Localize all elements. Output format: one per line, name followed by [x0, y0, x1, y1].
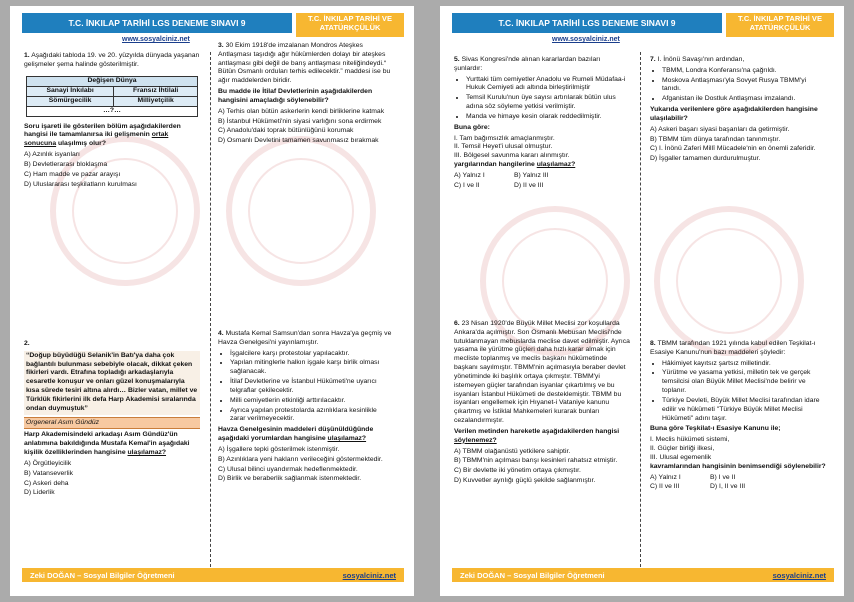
question-6: [454, 320, 630, 487]
given-label: Buna göre:: [454, 123, 490, 131]
page-footer: [22, 568, 404, 582]
decisions-list: [466, 76, 630, 122]
option-b[interactable]: B) TBMM'nin açılması barışı kesinleri rahatsız etmiştir.: [454, 457, 618, 465]
option-b[interactable]: B) TBMM tüm dünya tarafından tanınmıştır.: [650, 135, 781, 143]
option-a[interactable]: A) TBMM olağanüstü yetkilere sahiptir.: [454, 447, 571, 455]
option-d[interactable]: D) Liderlik: [24, 489, 55, 497]
column-divider: [640, 52, 641, 567]
question-number: 6.: [454, 320, 460, 327]
option-a[interactable]: A) Örgütleyicilik: [24, 459, 72, 467]
question-number: 3.: [218, 42, 224, 49]
watermark-seal: [654, 206, 804, 356]
question-8: [650, 340, 826, 493]
question-text: 23 Nisan 1920'de Büyük Millet Meclisi zor koşullarda Ankara'da açılmıştır. Son Osmanlı Mebusan Meclisi'nde tutuklanmayan mebuslarda meclise davet edilmiştir. Ayrıca yasama ile yürütme güçleri daha hızlı karar almak için mecliste toplanmış ve meclis başkanı hükümetinde başkanı sayılmıştır. TBMM'nin açılmasıyla beraber devlet yönetiminde iki başlılık ortaya çıkmıştır. TBMM'yi istemeyen güçler tarafından isyanlar çıkartılmış ve bu isyanları İstanbul Hükümeti de desteklemiştir. TBMM bu isyanları engellemek için Hıyanet-i Vataniye kanunu çıkartmış ve İstiklal Mahkemeleri kurarak bunları cezalandırmıştır.: [454, 320, 630, 425]
subject-line-1: T.C. İNKILAP TARİHİ VE: [308, 14, 392, 23]
question-3: 3. 30 Ekim 1918'de imzalanan Mondros Ateşkes Antlaşması taşıdığı ağır hükümlerden dolayı bir ateşkes antlaşması gibi değil de barış antlaşması niteliğindeydi.“ Bütün Osmanlı orduları terhis edilecektir.” maddesi ise bu ağır maddelerden biridir. Bu madde ile İtilaf Devletlerinin aşağıdakilerden hangisini amaçladığı söylenebilir? A) Terhis olan bütün askerlerin kendi birliklerine katmak B) İstanbul Hükümeti'nin siyasi varlığını sona erdirmek C) Anadolu'daki toprak bütünlüğünü korumak D) Osmanlı Devletini tamamen savunmasız bırakmak: [218, 42, 394, 147]
statement: II. Temsil Heyet'i ulusal olmuştur.: [454, 143, 553, 151]
list-item: • TBMM, Londra Konferansı'na çağrıldı.: [662, 67, 826, 76]
question-stem: Soru işareti ile gösterilen bölüm aşağıdakilerden hangisi ile tamamlanırsa iki gelişmenin ortak sonucuna ulaşılmış olur?: [24, 122, 181, 148]
option-d[interactable]: D) Osmanlı Devletini tamamen savunmasız bırakmak: [218, 137, 379, 145]
option-d[interactable]: D) Uluslararası teşkilatların kurulması: [24, 180, 137, 188]
option-c[interactable]: C) Ham madde ve pazar arayışı: [24, 170, 121, 178]
option-b[interactable]: B) Vatanseverlik: [24, 469, 73, 477]
subject-line-1: T.C. İNKILAP TARİHİ VE: [738, 14, 822, 23]
options-grid: [650, 474, 826, 494]
table-cell-missing: …?…: [27, 106, 198, 116]
footer-link[interactable]: sosyalciniz.net: [772, 570, 826, 580]
genelge-list: [230, 350, 394, 425]
statement: III. Bölgesel savunma kararı alınmıştır.: [454, 152, 570, 160]
question-1: [24, 52, 200, 190]
footer-author: Zeki DOĞAN – Sosyal Bilgiler Öğretmeni: [460, 570, 605, 580]
option-c[interactable]: C) II ve III: [650, 483, 680, 491]
option-d[interactable]: D) II ve III: [514, 181, 544, 189]
watermark-seal: [226, 136, 376, 286]
subject-line-2: ATATÜRKÇÜLÜK: [319, 23, 381, 32]
option-c[interactable]: C) I. İnönü Zaferi Millî Mücadele'nin en önemli zaferidir.: [650, 145, 816, 153]
site-link[interactable]: www.sosyalciniz.net: [122, 36, 190, 43]
list-item: • Milli cemiyetlerin etkinliği arttırılacaktır.: [230, 397, 394, 406]
table-cell: Sömürgecilik: [27, 96, 114, 106]
exam-page-left: [10, 6, 414, 596]
question-stem: Verilen metinden hareketle aşağıdakilerden hangisi söylenemez?: [454, 427, 620, 444]
question-4: [218, 330, 394, 485]
option-d[interactable]: D) Kuvvetler ayrılığı güçlü şekilde sağlanmıştır.: [454, 477, 596, 485]
question-intro: TBMM tarafından 1921 yılında kabul edilen Teşkilat-ı Esasiye Kanunu'nun bazı maddeleri şöyledir:: [650, 340, 816, 356]
footer-author: Zeki DOĞAN – Sosyal Bilgiler Öğretmeni: [30, 570, 175, 580]
statement: I. Tam bağımsızlık amaçlanmıştır.: [454, 134, 555, 142]
question-stem: Bu madde ile İtilaf Devletlerinin aşağıdakilerden hangisini amaçladığı söylenebilir?: [218, 88, 373, 104]
option-b[interactable]: B) Azınlıklara yeni hakların verileceğini göstermektedir.: [218, 455, 383, 463]
option-d[interactable]: D) İşgaller tamamen durdurulmuştur.: [650, 155, 761, 163]
table-cell: Milliyetçilik: [114, 96, 198, 106]
option-b[interactable]: B) Yalnız III: [514, 171, 549, 179]
option-b[interactable]: B) Devletlerarası bloklaşma: [24, 160, 108, 168]
exam-page-right: [440, 6, 844, 596]
question-intro: 30 Ekim 1918'de imzalanan Mondros Ateşkes Antlaşması taşıdığı ağır hükümlerden dolayı bir ateşkes antlaşması gibi değil de barış antlaşması niteliğindeydi.: [218, 42, 386, 67]
law-articles-list: [662, 360, 826, 424]
option-c[interactable]: C) Bir devlette iki yönetim ortaya çıkmıştır.: [454, 467, 581, 475]
option-a[interactable]: A) İşgallere tepki gösterilmek istenmiştir.: [218, 445, 340, 453]
question-stem: Yukarıda verilenlere göre aşağıdakilerden hangisine ulaşılabilir?: [650, 106, 818, 122]
option-c[interactable]: C) I ve II: [454, 181, 480, 189]
question-intro: Aşağıdaki tabloda 19. ve 20. yüzyılda dünyada yaşanan gelişmeler şema halinde gösterilmiştir.: [24, 52, 200, 68]
list-item: • İtilaf Devletlerine ve İstanbul Hükümeti'ne uyarıcı telgraflar çekilecektir.: [230, 378, 394, 396]
option-d[interactable]: D) Birlik ve beraberlik sağlanmak istenmektedir.: [218, 475, 362, 483]
question-stem: Harp Akademisindeki arkadaşı Asım Gündüz'ün anlatımına bakıldığında Mustafa Kemal'in aşağıdaki kişilik özelliklerinden hangisine ulaşılamaz?: [24, 431, 190, 457]
exam-title-header: T.C. İNKILAP TARİHİ LGS DENEME SINAVI 9: [22, 13, 292, 33]
column-divider: [210, 52, 211, 567]
subject-header: [296, 13, 404, 37]
option-c[interactable]: C) Anadolu'daki toprak bütünlüğünü korumak: [218, 127, 354, 135]
question-stem: kavramlarından hangisinin benimsendiği söylenebilir?: [650, 462, 826, 470]
list-item: • İşgalcilere karşı protestolar yapılacaktır.: [230, 350, 394, 359]
table-cell: Sanayi İnkılabı: [27, 86, 114, 96]
question-5: [454, 56, 630, 192]
option-a[interactable]: A) Yalnız I: [454, 171, 485, 179]
statement: II. Güçler birliği ilkesi,: [650, 445, 715, 453]
option-c[interactable]: C) Ulusal bilinci uyandırmak hedeflenmektedir.: [218, 465, 358, 473]
developments-list: [662, 67, 826, 104]
option-c[interactable]: C) Askeri deha: [24, 479, 69, 487]
question-2: [24, 340, 200, 499]
page-footer: [452, 568, 834, 582]
option-a[interactable]: A) Askeri başarı siyasi başarıları da getirmiştir.: [650, 125, 790, 133]
list-item: • Yurttaki tüm cemiyetler Anadolu ve Rumeli Müdafaa-i Hukuk Cemiyeti adı altında birleştirilmiştir: [466, 76, 630, 94]
list-item: • Yapılan mitinglerle halkın işgale karşı birlik olması sağlanacak.: [230, 359, 394, 377]
list-item: • Hâkimiyet kayıtsız şartsız milletindir.: [662, 360, 826, 369]
question-number: 2.: [24, 340, 30, 347]
option-a[interactable]: A) Yalnız I: [650, 473, 681, 481]
question-number: 5.: [454, 56, 460, 63]
table-title: Değişen Dünya: [27, 76, 198, 86]
exam-title-header: T.C. İNKILAP TARİHİ LGS DENEME SINAVI 9: [452, 13, 722, 33]
question-number: 8.: [650, 340, 656, 347]
subject-line-2: ATATÜRKÇÜLÜK: [749, 23, 811, 32]
question-number: 4.: [218, 330, 224, 337]
list-item: • Manda ve himaye kesin olarak reddedilmiştir.: [466, 113, 630, 122]
question-intro: Mustafa Kemal Samsun'dan sonra Havza'ya geçmiş ve Havza Genelgesi'ni yayınlamıştır.: [218, 330, 392, 346]
option-a[interactable]: A) Azınlık isyanları: [24, 151, 80, 159]
statement: I. Meclis hükümeti sistemi,: [650, 436, 730, 444]
subject-header: [726, 13, 834, 37]
quote-text: “Doğup büyüdüğü Selanik'in Batı'ya daha çok bağlantılı bulunması sebebiyle olacak, dikkat çeken fikirleri vardı. Etrafına topladığı arkadaşlarıyla cesaretle konuşur ve onları güzel konuşmalarıyla kısa sürede tesiri altına alırdı… Bizler vatan, millet ve Türklük fikirlerini ilk defa Harp Akademisi sıralarında ondan duymuştuk”: [24, 351, 200, 415]
question-7: [650, 56, 826, 165]
list-item: • Türkiye Devleti, Büyük Millet Meclisi tarafından idare edilir ve hükümeti "Türkiye Büyük Millet Meclisi Hükümeti" adını taşır.: [662, 397, 826, 423]
events-table: [26, 76, 198, 117]
list-item: • Moskova Antlaşması'yla Sovyet Rusya TBMM'yi tanıdı.: [662, 77, 826, 95]
quote-author: Orgeneral Asım Gündüz: [24, 417, 200, 430]
question-intro: Sivas Kongresi'nde alınan kararlardan bazıları şunlardır:: [454, 56, 601, 72]
question-intro: I. İnönü Savaşı'nın ardından,: [657, 56, 745, 63]
list-item: • Ayrıca yapılan protestolarda azınlıklara kesinlikle zarar verilmeyecektir.: [230, 407, 394, 425]
question-number: 7.: [650, 56, 656, 63]
question-stem: Havza Genelgesinin maddeleri düşünüldüğünde aşağıdaki yorumlardan hangisine ulaşılamaz?: [218, 426, 374, 443]
option-d[interactable]: D) I, II ve III: [710, 483, 746, 491]
list-item: • Temsil Kurulu'nun üye sayısı artırılarak bütün ulus adına söz söyleme yetkisi verilmiştir.: [466, 94, 630, 112]
site-link[interactable]: www.sosyalciniz.net: [552, 36, 620, 43]
list-item: • Yürütme ve yasama yetkisi, milletin tek ve gerçek temsilcisi olan Büyük Millet Meclisi'nde belirir ve toplanır.: [662, 369, 826, 395]
table-cell: Fransız İhtilali: [114, 86, 198, 96]
statement: III. Ulusal egemenlik: [650, 453, 712, 461]
option-b[interactable]: B) I ve II: [710, 473, 736, 481]
list-item: • Afganistan ile Dostluk Antlaşması imzalandı.: [662, 95, 826, 104]
footer-link[interactable]: sosyalciniz.net: [342, 570, 396, 580]
option-b[interactable]: B) İstanbul Hükümeti'nin siyasi varlığını sona erdirmek: [218, 117, 382, 125]
option-a[interactable]: A) Terhis olan bütün askerlerin kendi birliklerine katmak: [218, 107, 385, 115]
given-label: Buna göre Teşkilat-ı Esasiye Kanunu ile;: [650, 425, 781, 433]
question-stem: yargılarından hangilerine ulaşılamaz?: [454, 161, 576, 169]
question-number: 1.: [24, 52, 30, 59]
options-grid: [454, 172, 630, 192]
